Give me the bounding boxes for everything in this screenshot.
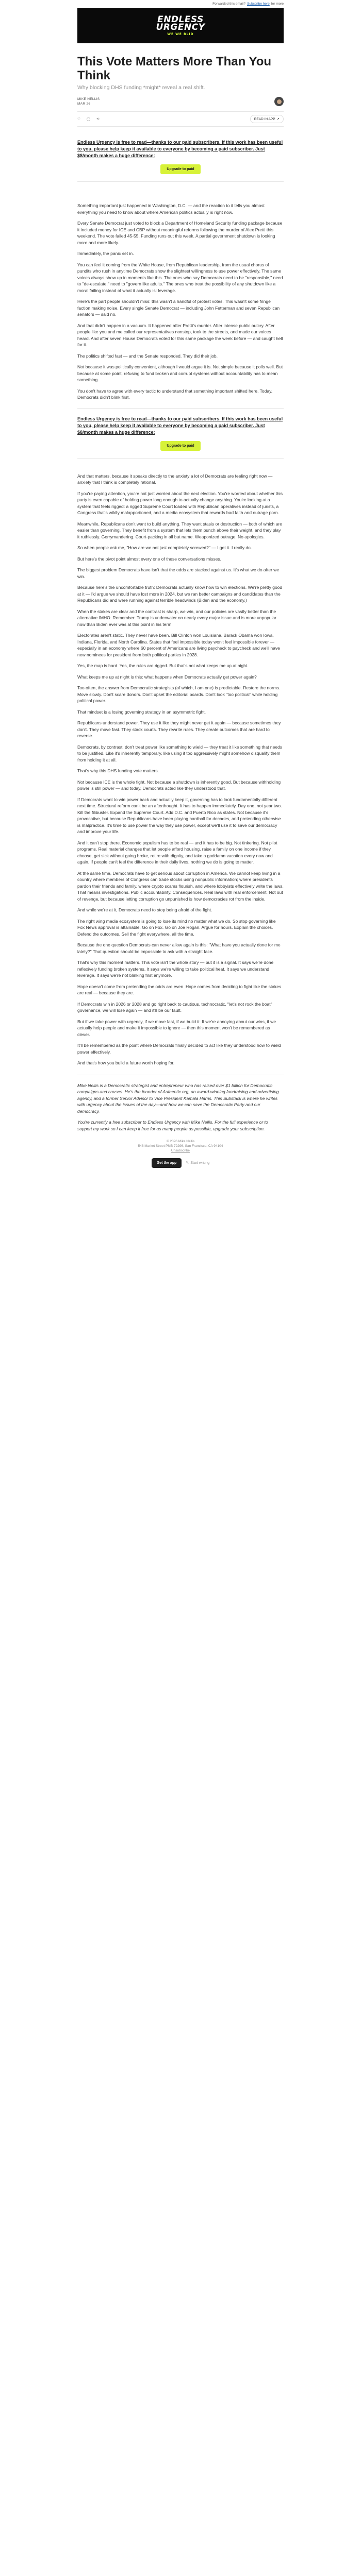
paragraph: But here's the pivot point almost every one of these conversations misses. [77, 556, 221, 562]
promo-box-middle [77, 409, 284, 458]
article-body-part-2 [77, 473, 284, 1066]
paragraph: You don't have to agree with every tactic to understand that something important shifted here. Today, Democrats didn't blink first. [77, 388, 273, 400]
paragraph: If Democrats win in 2026 or 2028 and go right back to cautious, technocratic, "let's not rock the boat" governance, we will lose again — and it'll be our fault. [77, 1001, 272, 1013]
mailing-address: 548 Market Street PMB 72296, San Francisco, CA 94104 [138, 1144, 223, 1148]
unsubscribe-link[interactable]: Unsubscribe [171, 1149, 190, 1153]
post-subtitle: Why blocking DHS funding *might* reveal a real shift. [77, 84, 205, 91]
restack-button[interactable] [96, 117, 99, 121]
paragraph: Yes, the map is hard. Yes, the rules are rigged. But that's not what keeps me up at night. [77, 663, 249, 668]
heart-icon: ♡ [77, 117, 80, 121]
read-in-app-button[interactable] [250, 115, 284, 123]
paragraph: And that didn't happen in a vacuum. It happened after Pretti's murder. After intense public outcry. After people like you and me called our representatives nonstop, took to the streets, and made our voices heard. And after seven House Democrats voted for this same package the week before — and caught hell for it. [77, 323, 283, 347]
read-in-app-label: READ IN APP [254, 117, 275, 121]
paragraph: Not because ICE is the whole fight. Not because a shutdown is inherently good. But because withholding power is still power — and today, Democrats acted like they understood that. [77, 779, 281, 791]
paragraph: That mindset is a losing governing strategy in an asymmetric fight. [77, 709, 206, 715]
paragraph: And that matters, because it speaks directly to the anxiety a lot of Democrats are feeling right now — anxiety that I think is completely rational. [77, 473, 273, 485]
paragraph: What keeps me up at night is this: what happens when Democrats actually get power again? [77, 674, 257, 680]
email-footer [77, 1139, 284, 1168]
paragraph: Something important just happened in Washington, D.C. — and the reaction to it tells you almost everything you need to know about where American politics actually is right now. [77, 203, 265, 215]
pen-icon: ✎ [186, 1161, 189, 1165]
byline [77, 97, 284, 106]
restack-icon: ⟲ [96, 117, 100, 121]
paragraph: Electorates aren't static. They never have been. Bill Clinton won Louisiana. Barack Obama won Iowa, Indiana, Florida, and North Carolina. States that feel impossible today won't feel impossible forever — especially in an economy where 60 percent of Americans are living paycheck to paycheck and we'll have new nominees for president from both political parties in 2028. [77, 633, 280, 657]
paragraph: Because the one question Democrats can never allow again is this: "What have you actually done for me lately?" That question should be impossible to ask with a straight face. [77, 942, 281, 954]
paragraph: You can feel it coming from the White House, from Republican leadership, from the usual chorus of pundits who rush in anytime Democrats show the slightest willingness to use power effectively. The same voices always show up in moments like this. The ones who say Democrats need to be "responsible," need to "de-escalate," need to "govern like adults." The ones who treat the possibility of any shutdown like a moral failing instead of what it actually is: leverage. [77, 262, 283, 293]
paragraph: The right wing media ecosystem is going to lose its mind no matter what we do. So stop governing like Fox News approval is attainable. Go on Fox. Go on Joe Rogan. Argue for hours. Explain the choices. Defend the outcomes. Sell the fight everywhere, all the time. [77, 918, 276, 937]
promo-box-top [77, 134, 284, 181]
subscription-note: You're currently a free subscriber to Endless Urgency with Mike Nellis. For the full experience or to support my work so I can keep it free for as many people as possible, upgrade your subscription. [77, 1120, 268, 1131]
paragraph: Every Senate Democrat just voted to block a Department of Homeland Security funding package because it included money for ICE and CBP without meaningful reforms following the murder of Alex Pretti this weekend. The vote failed 45-55. Funding runs out this week. A partial government shutdown is looking more and more likely. [77, 221, 283, 245]
paragraph: When the stakes are clear and the contrast is sharp, we win, and our policies are vastly better than the alternative IMHO. Remember: Trump is underwater on nearly every major issue and is more unpopular now than Biden ever was at this point in his term. [77, 608, 276, 627]
forward-text: Forwarded this email? [212, 2, 246, 6]
paragraph: The biggest problem Democrats have isn't that the odds are stacked against us. It's what we do after we win. [77, 567, 280, 579]
paragraph: And while we're at it, Democrats need to stop being afraid of the fight. [77, 907, 212, 912]
paragraph: Because here's the uncomfortable truth: Democrats actually know how to win elections. We're pretty good at it — I'd argue we should have lost more in 2024, but we ran better campaigns and candidates than the Republicans did and were running against terrible headwinds (Biden and the economy.) [77, 585, 283, 603]
paragraph: So when people ask me, "How are we not just completely screwed?" — I get it. I really do. [77, 545, 252, 550]
banner-line-2: URGENCY [156, 22, 205, 32]
promo-text[interactable]: Endless Urgency is free to read—thanks to our paid subscribers. If this work has been useful to you, please help keep it available to everyone by becoming a paid subscriber. Just $8/month makes a huge difference: [77, 416, 283, 435]
paragraph: Here's the part people shouldn't miss: this wasn't a handful of protest votes. This wasn't some fringe faction making noise. Every single Senate Democrat — including John Fetterman and seven Republican senators — said no. [77, 299, 280, 317]
paragraph: Democrats, by contrast, don't treat power like something to wield — they treat it like something that needs to be justified. Like it's inherently temporary, like using it too aggressively might somehow disqualify them from holding it at all. [77, 744, 283, 762]
upgrade-button[interactable]: Upgrade to paid [160, 164, 200, 174]
paragraph: But if we take power with urgency, if we move fast, if we build it: If we're annoying about our wins, if we actually help people and make it impossible to ignore — then this moment won't be remembered as clever. [77, 1019, 276, 1037]
external-icon: ↗ [276, 117, 280, 121]
forward-bar [0, 0, 361, 7]
paragraph: The politics shifted fast — and the Senate responded. They did their job. [77, 353, 218, 359]
subscribe-link[interactable]: Subscribe here [247, 2, 270, 6]
paragraph: Meanwhile, Republicans don't want to build anything. They want stasis or destruction — both of which are easier than governing. They benefit from a system that lets them punch above their weight, and they play it ruthlessly. Gerrymandering. Court-packing in all but name. Weaponized outrage. No apologies. [77, 521, 282, 539]
comment-icon: ◯ [86, 117, 91, 121]
divider [77, 458, 284, 459]
banner-line-1: ENDLESS [157, 14, 204, 25]
post-actions [77, 111, 284, 127]
paragraph: And that's how you build a future worth hoping for. [77, 1060, 175, 1065]
paragraph: If Democrats want to win power back and actually keep it, governing has to look fundamentally different next time. Structural reform can't be an afterthought. It has to happen immediately. Day one, not year two. Kill the filibuster. Expand the Supreme Court. Add D.C. and Puerto Rico as states. Not because it's provocative, but because Republicans have been playing hardball for decades, and pretending otherwise is malpractice. It's time to use power the way they use power, except we'll use it to save our democracy and improve your life. [77, 796, 282, 834]
get-app-button[interactable]: Get the app [152, 1158, 182, 1168]
upgrade-button[interactable]: Upgrade to paid [160, 441, 200, 451]
start-writing-link[interactable] [186, 1161, 209, 1165]
banner-tagline: WE WE BLID [167, 32, 194, 36]
avatar[interactable] [274, 97, 284, 106]
paragraph: Hope doesn't come from pretending the odds are even. Hope comes from deciding to fight like the stakes are real — because they are. [77, 984, 282, 995]
paragraph: Too often, the answer from Democratic strategists (of which, I am one) is predictable. Restore the norms. Move slowly. Don't scare donors. Don't upset the editorial boards. Don't look "too political" while holding political power. [77, 685, 281, 703]
paragraph: At the same time, Democrats have to get serious about corruption in America. We cannot keep living in a country where members of Congress can trade stocks using nonpublic information; where presidents pardon their friends and family, where crypto scams flourish, and where lobbyists effectively write the laws. That means investigations. Public accountability. Consequences. Real laws with real enforcement. Not out of revenge, but because letting corruption go unpunished is how democracies rot from the inside. [77, 870, 284, 902]
comment-button[interactable] [87, 117, 90, 121]
publication-banner[interactable] [77, 8, 284, 43]
post-title[interactable]: This Vote Matters More Than You Think [77, 55, 272, 82]
forward-suffix: for more [271, 2, 284, 6]
paragraph: That's why this moment matters. This vote isn't the whole story — but it is a signal. It says we're done reflexively funding broken systems. It says we're willing to take political heat. It says we understand leverage. It says we're not blinking first anymore. [77, 960, 274, 978]
paragraph: Republicans understand power. They use it like they might never get it again — because sometimes they don't. They move fast. They stack courts. They rewrite rules. They create outcomes that are hard to reverse. [77, 720, 281, 738]
start-writing-label: Start writing [190, 1161, 210, 1165]
like-button[interactable] [77, 117, 80, 121]
article-body-part-1 [77, 202, 284, 401]
paragraph: And it can't stop there. Economic populism has to be real — and it has to be big. Not tinkering. Not pilot programs. Real material changes that let people afford housing, raise a family on one income if they choose, get sick without going broke, retire with dignity, and take a goddamn vacation every now and again. If people can't feel the difference in their daily lives, nothing we do is going to matter. [77, 840, 277, 865]
bio-paragraph: Mike Nellis is a Democratic strategist and entrepreneur who has raised over $1 billion for Democratic campaigns and causes. He's the founder of Authentic.org, an award-winning fundraising and advertising agency, and a former Senior Advisor to Vice President Kamala Harris. This Substack is where he writes with urgency about the issues of the day—and how we can save the Democratic Party and our democracy. [77, 1082, 279, 1114]
paragraph: Not because it was politically convenient, although I would argue it is. Not simple because it polls well. But because at some point, refusing to fund broken and corrupt systems without accountability has to mean something. [77, 364, 283, 382]
divider [77, 181, 284, 182]
author-name[interactable]: MIKE NELLIS [77, 97, 100, 101]
paragraph: That's why this DHS funding vote matters. [77, 768, 159, 773]
paragraph: Immediately, the panic set in. [77, 251, 134, 256]
promo-text[interactable]: Endless Urgency is free to read—thanks to our paid subscribers. If this work has been useful to you, please help keep it available to everyone by becoming a paid subscriber. Just $8/month makes a huge difference: [77, 140, 283, 158]
post-date: MAR 26 [77, 102, 91, 106]
paragraph: It'll be remembered as the point where Democrats finally decided to act like they understood how to wield power effectively. [77, 1043, 281, 1055]
author-bio [77, 1082, 284, 1132]
copyright: © 2026 Mike Nellis [166, 1140, 195, 1143]
paragraph: If you're paying attention, you're not just worried about the next election. You're worried about whether this party is even capable of holding power long enough to actually change anything. You're looking at a system that feels rigged: a rigged Supreme Court loaded with Republican operatives instead of jurists, a Congress that's wildly malapportioned, and a media ecosystem that rewards bad faith and outrage porn. [77, 490, 283, 515]
